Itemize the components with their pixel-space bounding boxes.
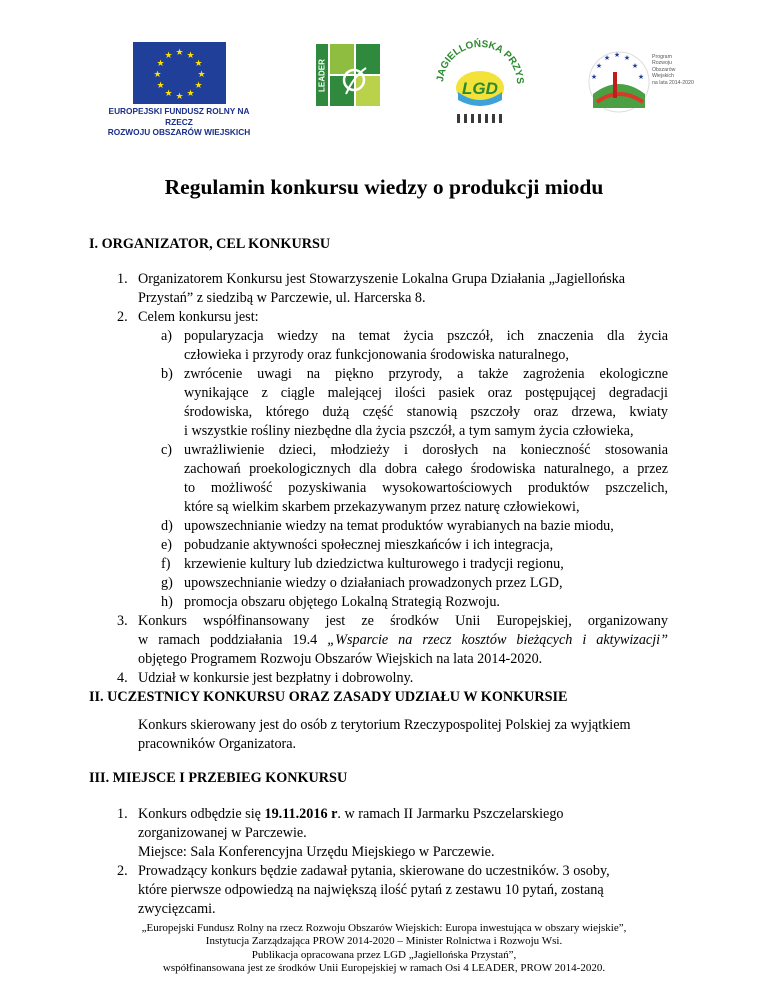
leader-label: LEADER xyxy=(317,59,327,92)
sub-item-label: g) xyxy=(161,575,173,591)
svg-text:★: ★ xyxy=(595,62,603,70)
sub-item-cont: to możliwość pozyskiwania wysokowartościowych produktów pszczelich, xyxy=(184,480,668,496)
lgd-center-text: LGD xyxy=(462,79,498,98)
svg-text:★: ★ xyxy=(637,73,645,81)
logo-bar xyxy=(0,36,768,137)
eu-fund-line1: EUROPEJSKI FUNDUSZ ROLNY NA RZECZ xyxy=(108,106,250,127)
sub-item-label: a) xyxy=(161,328,173,344)
lgd-arc-text: JAGIELLOŃSKA PRZYS xyxy=(435,38,526,85)
page-footer xyxy=(0,922,768,976)
footer-line: Instytucja Zarządzająca PROW 2014-2020 – Minister Rolnictwa i Rozwoju Wsi. xyxy=(205,935,563,948)
svg-text:★: ★ xyxy=(623,54,631,62)
prow-caption xyxy=(652,54,694,86)
prow-line: Wiejskich xyxy=(652,73,674,80)
list-item-cont: objętego Programem Rozwoju Obszarów Wiejskich na lata 2014-2020. xyxy=(138,651,543,667)
footer-line: współfinansowana jest ze środków Unii Europejskiej w ramach Osi 4 LEADER, PROW 2014-2020. xyxy=(162,962,606,975)
prow-line: Obszarów xyxy=(652,66,676,73)
svg-text:★: ★ xyxy=(194,59,203,69)
footer-line: „Europejski Fundusz Rolny na rzecz Rozwoju Obszarów Wiejskich: Europa inwestująca w obszary wiejskie”, xyxy=(141,922,627,934)
eu-fund-caption xyxy=(94,106,264,138)
list-item-cont: zwycięzcami. xyxy=(138,901,216,917)
sub-item-label: f) xyxy=(161,556,171,572)
list-item: Konkurs współfinansowany jest ze środków Unii Europejskiej, organizowany xyxy=(138,613,668,629)
list-item-text: Konkurs odbędzie się xyxy=(138,806,265,822)
svg-text:★: ★ xyxy=(156,81,165,91)
svg-text:★: ★ xyxy=(186,51,195,61)
svg-text:★: ★ xyxy=(153,70,162,80)
sub-item: krzewienie kultury lub dziedzictwa kulturowego i tradycji regionu, xyxy=(184,556,564,572)
sub-item: upowszechnianie wiedzy na temat produktów wyrabianych na bazie miodu, xyxy=(184,518,614,534)
list-number: 4. xyxy=(117,670,128,686)
eu-fund-line2: ROZWOJU OBSZARÓW WIEJSKICH xyxy=(107,127,251,137)
sub-item-label: h) xyxy=(161,594,173,610)
list-item: Prowadzący konkurs będzie zadawał pytania, skierowane do uczestników. 3 osoby, xyxy=(138,863,610,879)
sub-item-label: d) xyxy=(161,518,173,534)
sub-item: popularyzacja wiedzy na temat życia pszczół, ich znaczenia dla życia xyxy=(184,328,668,344)
list-item-cont: Przystań” z siedzibą w Parczewie, ul. Harcerska 8. xyxy=(138,290,426,306)
leader-logo xyxy=(316,44,380,106)
list-item-text: . w ramach II Jarmarku Pszczelarskiego xyxy=(337,806,564,822)
svg-text:★: ★ xyxy=(194,81,203,91)
paragraph-line: Konkurs skierowany jest do osób z terytorium Rzeczypospolitej Polskiej za wyjątkiem xyxy=(138,717,631,733)
section-heading-1: I. ORGANIZATOR, CEL KONKURSU xyxy=(89,236,331,252)
list-item-cont xyxy=(138,631,668,650)
sub-item-label: b) xyxy=(161,366,173,382)
list-item: Udział w konkursie jest bezpłatny i dobrowolny. xyxy=(138,670,414,686)
list-item-text: w ramach poddziałania 19.4 xyxy=(138,632,328,648)
list-item-cont: które pierwsze odpowiedzą na największą ilość pytań z zestawu 10 pytań, zostaną xyxy=(138,882,604,898)
sub-item-cont: zachowań proekologicznych dla dobra całego środowiska naturalnego, a przez xyxy=(184,461,668,477)
paragraph-line: pracowników Organizatora. xyxy=(138,736,297,752)
list-item: Organizatorem Konkursu jest Stowarzyszenie Lokalna Grupa Działania „Jagiellońska xyxy=(138,271,626,287)
sub-item-cont: człowieka i przyrody oraz funkcjonowania środowiska naturalnego, xyxy=(184,347,569,363)
svg-text:★: ★ xyxy=(175,92,184,102)
svg-text:★: ★ xyxy=(164,89,173,99)
list-item-cont: Miejsce: Sala Konferencyjna Urzędu Miejskiego w Parczewie. xyxy=(138,844,495,860)
svg-text:★: ★ xyxy=(590,73,598,81)
list-number: 1. xyxy=(117,806,128,822)
sub-item: upowszechnianie wiedzy o działaniach prowadzonych przez LGD, xyxy=(184,575,563,591)
program-name-italic: „Wsparcie na rzecz kosztów bieżących i aktywizacji” xyxy=(327,632,668,648)
section-heading-2: II. UCZESTNICY KONKURSU ORAZ ZASADY UDZIAŁU W KONKURSIE xyxy=(89,689,568,705)
sub-item-cont: które są wielkim skarbem przekazywanym przez naturę człowiekowi, xyxy=(184,499,580,515)
sub-item-label: c) xyxy=(161,442,173,458)
list-number: 3. xyxy=(117,613,128,629)
svg-text:★: ★ xyxy=(175,48,184,58)
list-number: 1. xyxy=(117,271,128,287)
list-item-cont: zorganizowanej w Parczewie. xyxy=(138,825,307,841)
list-number: 2. xyxy=(117,863,128,879)
list-item: Celem konkursu jest: xyxy=(138,309,259,325)
svg-text:★: ★ xyxy=(603,54,611,62)
prow-line: Rozwoju xyxy=(652,60,672,67)
sub-item-label: e) xyxy=(161,537,173,553)
section-heading-3: III. MIEJSCE I PRZEBIEG KONKURSU xyxy=(89,770,348,786)
sub-item: zwrócenie uwagi na piękno przyrody, a także zagrożenia ekologiczne xyxy=(184,366,668,382)
svg-text:★: ★ xyxy=(631,62,639,70)
svg-text:★: ★ xyxy=(164,51,173,61)
sub-item: pobudzanie aktywności społecznej mieszkańców i ich integracja, xyxy=(184,537,554,553)
document-title: Regulamin konkursu wiedzy o produkcji miodu xyxy=(164,175,604,199)
footer-line: Publikacja opracowana przez LGD „Jagiellońska Przystań”, xyxy=(251,948,517,961)
prow-line: Program xyxy=(652,54,672,60)
list-item xyxy=(138,805,564,824)
lgd-jagiellonska-przystan-logo xyxy=(433,38,527,130)
sub-item-cont: środowiska, którego dużą część stanowią pszczoły oraz drzewa, kwiaty xyxy=(184,404,668,420)
sub-item: uwrażliwienie dzieci, młodzieży i dorosłych na konieczność stosowania xyxy=(184,442,668,458)
sub-item: promocja obszaru objętego Lokalną Strategią Rozwoju. xyxy=(184,594,500,610)
sub-item-cont: i wszystkie rośliny niezbędne dla życia pszczół, a tym samym życia człowieka, xyxy=(184,423,634,439)
list-number: 2. xyxy=(117,309,128,325)
svg-text:★: ★ xyxy=(613,51,621,59)
svg-text:★: ★ xyxy=(186,89,195,99)
event-date: 19.11.2016 r xyxy=(264,806,338,822)
sub-item-cont: wynikające z ciągle malejącej ilości pasiek oraz postępującej degradacji xyxy=(184,385,668,401)
svg-text:★: ★ xyxy=(156,59,165,69)
svg-text:★: ★ xyxy=(197,70,206,80)
eu-flag-logo xyxy=(133,42,226,104)
prow-line: na lata 2014-2020 xyxy=(652,79,694,86)
